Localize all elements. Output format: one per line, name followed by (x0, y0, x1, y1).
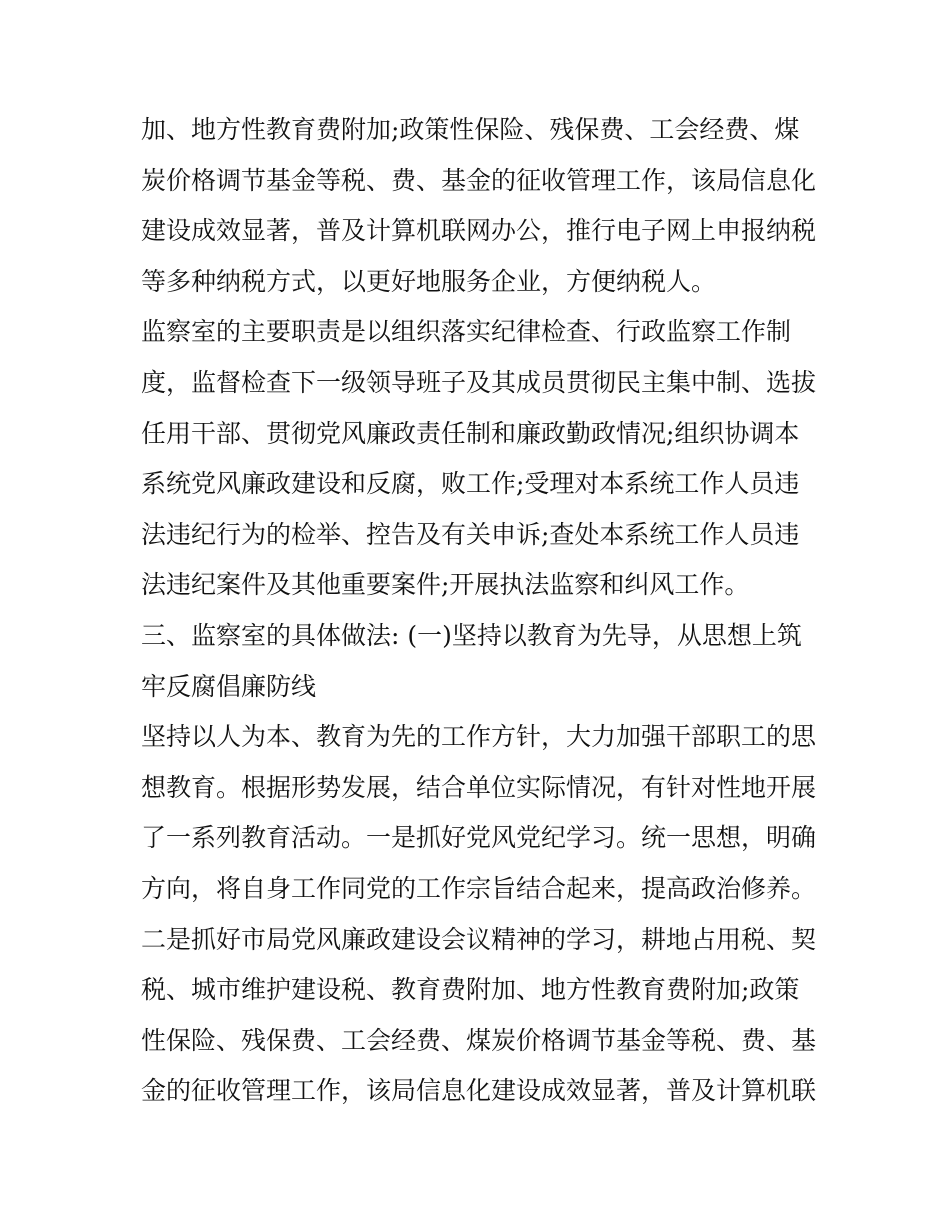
text-line: 任用干部、贯彻党风廉政责任制和廉政勤政情况;组织协调本 (141, 418, 800, 448)
text-line: 金的征收管理工作，该局信息化建设成效显著，普及计算机联 (141, 1076, 817, 1106)
text-line: 系统党风廉政建设和反腐，败工作;受理对本系统工作人员违 (141, 469, 800, 499)
text-line: 性保险、残保费、工会经费、煤炭价格调节基金等税、费、基 (141, 1025, 817, 1055)
text-line: 三、监察室的具体做法: (一)坚持以教育为先导，从思想上筑 (141, 620, 802, 650)
text-line: 等多种纳税方式，以更好地服务企业，方便纳税人。 (141, 266, 717, 296)
document-body (141, 105, 821, 1117)
text-line: 了一系列教育活动。一是抓好党风党纪学习。统一思想，明确 (141, 823, 817, 853)
text-line: 度，监督检查下一级领导班子及其成员贯彻民主集中制、选拔 (141, 367, 817, 397)
text-line: 税、城市维护建设税、教育费附加、地方性教育费附加;政策 (141, 975, 800, 1005)
text-line: 监察室的主要职责是以组织落实纪律检查、行政监察工作制 (141, 317, 792, 347)
text-line: 坚持以人为本、教育为先的工作方针，大力加强干部职工的思 (141, 722, 817, 752)
text-line: 法违纪案件及其他重要案件;开展执法监察和纠风工作。 (141, 570, 750, 600)
text-line: 建设成效显著，普及计算机联网办公，推行电子网上申报纳税 (141, 216, 817, 246)
text-line: 法违纪行为的检举、控告及有关申诉;查处本系统工作人员违 (141, 519, 800, 549)
text-line: 炭价格调节基金等税、费、基金的征收管理工作，该局信息化 (141, 165, 817, 195)
text-line: 二是抓好市局党风廉政建设会议精神的学习，耕地占用税、契 (141, 924, 817, 954)
text-line: 方向，将自身工作同党的工作宗旨结合起来，提高政治修养。 (141, 873, 817, 903)
text-line: 牢反腐倡廉防线 (141, 671, 317, 701)
text-line: 加、地方性教育费附加;政策性保险、残保费、工会经费、煤 (141, 115, 800, 144)
text-line: 想教育。根据形势发展，结合单位实际情况，有针对性地开展 (141, 772, 817, 802)
